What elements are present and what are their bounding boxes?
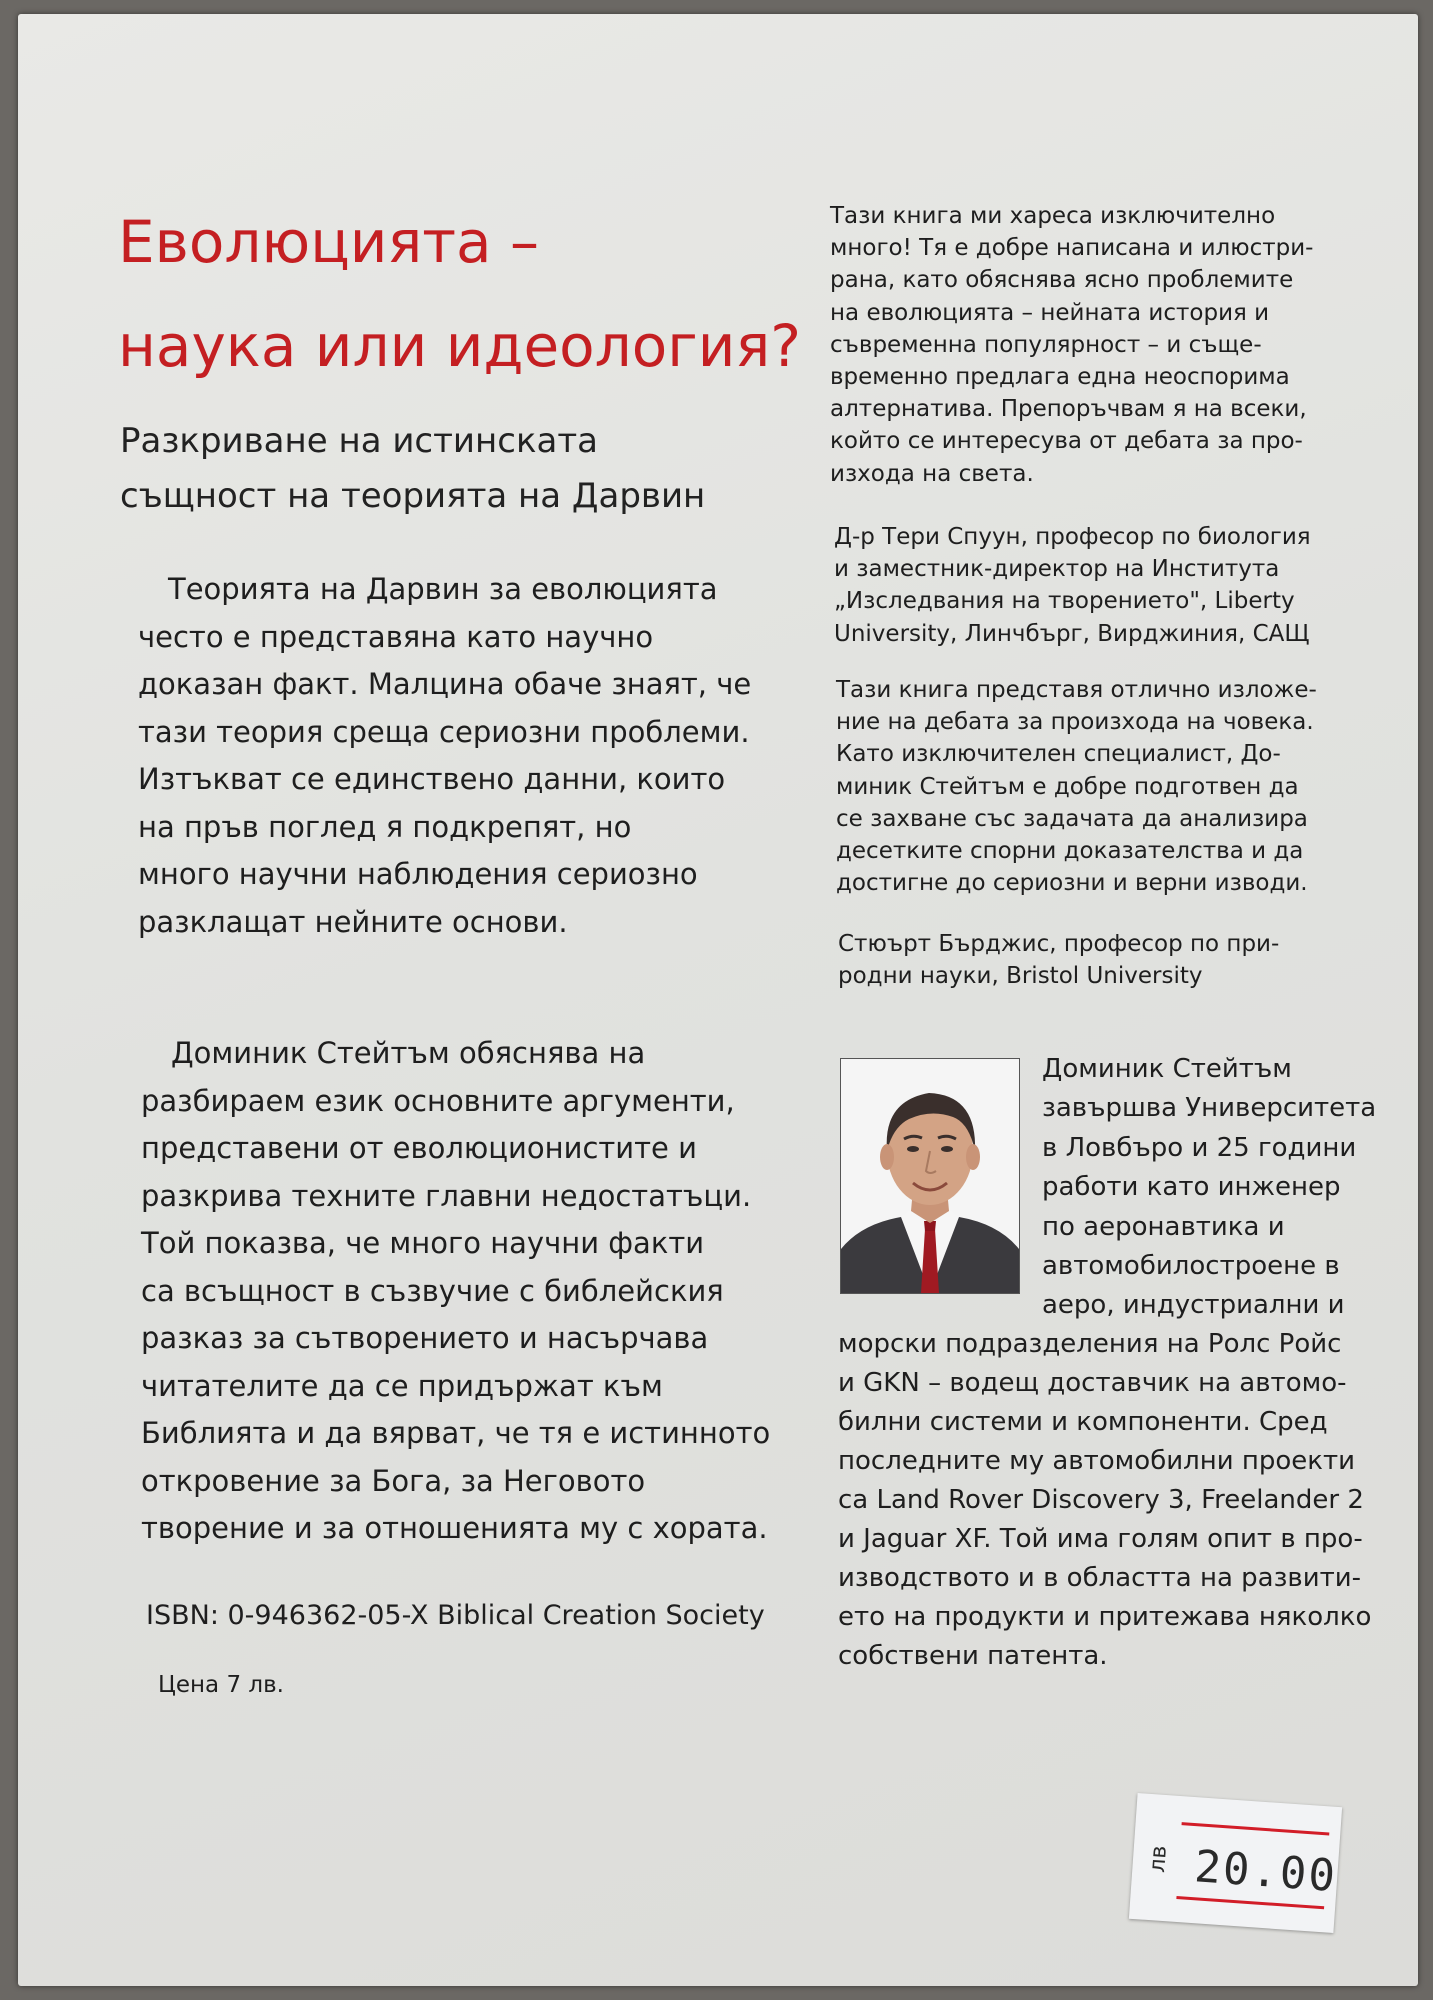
isbn-line: ISBN: 0-946362-05-X Biblical Creation Society (146, 1600, 765, 1631)
text-line: ето на продукти и притежава няколко (838, 1602, 1372, 1632)
text-line: ние на дебата за произхода на човека. (836, 709, 1314, 736)
book-subtitle-line-1: Разкриване на истинската (120, 421, 598, 461)
text-line: Тази книга представя отлично изложе- (836, 677, 1317, 703)
text-line: представени от еволюционистите и (141, 1131, 697, 1165)
text-line: читателите да се придържат към (141, 1368, 663, 1403)
text-line: и заместник-директор на Института (834, 556, 1280, 583)
book-title (118, 190, 838, 398)
book-subtitle (120, 414, 840, 524)
text-line: много научни наблюдения сериозно (138, 857, 698, 891)
text-line: на еволюцията – нейната история и (830, 299, 1270, 326)
text-line: на пръв поглед я подкрепят, но (138, 809, 632, 844)
text-line: разклащат нейните основи. (138, 904, 568, 939)
review-1-quote (830, 200, 1313, 490)
text-line: Той показва, че много научни факти (141, 1226, 705, 1260)
book-subtitle-line-2: същност на теорията на Дарвин (120, 476, 706, 516)
text-line: творение и за отношенията му с хората. (141, 1511, 768, 1545)
text-line: и Jaguar XF. Той има голям опит в про- (838, 1524, 1363, 1554)
text-line: Доминик Стейтъм (1042, 1054, 1292, 1084)
author-bio-side (1042, 1050, 1376, 1326)
text-line: са Land Rover Discovery 3, Freelander 2 (838, 1485, 1364, 1515)
text-line: Като изключителен специалист, До- (836, 741, 1281, 768)
text-line: аеро, индустриални и (1042, 1290, 1345, 1321)
text-line: морски подразделения на Ролс Ройс (838, 1329, 1342, 1359)
text-line: последните му автомобилни проекти (838, 1446, 1356, 1476)
text-line: Д-р Тери Спуун, професор по биология (834, 524, 1311, 550)
sticker-top-line (1182, 1822, 1330, 1835)
text-line: тази теория среща сериозни проблеми. (138, 714, 750, 749)
text-line: който се интересува от дебата за про- (830, 428, 1303, 455)
text-line: Тази книга ми хареса изключително (830, 203, 1276, 229)
text-line: откровение за Бога, за Неговото (141, 1463, 646, 1498)
text-line: рана, като обяснява ясно проблемите (830, 267, 1294, 294)
text-line: работи като инженер (1042, 1172, 1341, 1203)
book-title-line-1: Еволюцията – (118, 208, 540, 276)
text-line: съвременна популярност – и съще- (830, 331, 1262, 358)
author-portrait-icon (841, 1059, 1019, 1293)
author-bio-full (838, 1325, 1371, 1676)
review-2-author (838, 928, 1279, 992)
intro-paragraph (138, 566, 751, 946)
text-line: Доминик Стейтъм обяснява на (171, 1036, 646, 1070)
book-back-cover (18, 14, 1418, 1986)
text-line: временно предлага една неоспорима (830, 364, 1290, 391)
author-photo (840, 1058, 1020, 1294)
printed-price: Цена 7 лв. (158, 1672, 284, 1698)
text-line: се захване със задачата да анализира (836, 805, 1308, 832)
text-line: University, Линчбърг, Вирджиния, САЩ (834, 620, 1310, 647)
text-line: Изтъкват се единствено данни, които (138, 762, 726, 796)
text-line: собствени патента. (838, 1641, 1108, 1671)
price-sticker (1129, 1793, 1342, 1933)
text-line: разкрива техните главни недостатъци. (141, 1178, 752, 1213)
text-line: по аеронавтика и (1042, 1211, 1285, 1242)
review-2-quote (836, 674, 1317, 899)
text-line: в Ловбъро и 25 години (1042, 1132, 1357, 1163)
text-line: и GKN – водещ доставчик на автомо- (838, 1368, 1347, 1398)
text-line: разказ за сътворението и насърчава (141, 1321, 709, 1355)
about-paragraph (141, 1030, 770, 1553)
book-title-line-2: наука или идеология? (118, 312, 802, 380)
review-1-author (834, 521, 1311, 650)
text-line: Стюърт Бърджис, професор по при- (838, 931, 1280, 957)
text-line: десетките спорни доказателства и да (836, 838, 1304, 865)
text-line: често е представяна като научно (138, 619, 654, 654)
text-line: достигне до сериозни и верни изводи. (836, 870, 1308, 897)
text-line: много! Тя е добре написана и илюстри- (830, 235, 1314, 262)
text-line: миник Стейтъм е добре подготвен да (836, 773, 1299, 800)
text-line: са всъщност в съзвучие с библейския (141, 1273, 724, 1308)
text-line: родни науки, Bristol University (838, 963, 1203, 990)
text-line: билни системи и компоненти. Сред (838, 1407, 1328, 1437)
text-line: завършва Университета (1042, 1093, 1377, 1124)
text-line: автомобилостроене в (1042, 1251, 1340, 1282)
text-line: Теорията на Дарвин за еволюцията (168, 572, 718, 606)
text-line: доказан факт. Малцина обаче знаят, че (138, 667, 752, 701)
text-line: Библията и да вярват, че тя е истинното (141, 1416, 771, 1450)
text-line: „Изследвания на творението", Liberty (834, 588, 1295, 615)
text-line: алтернатива. Препоръчвам я на всеки, (830, 396, 1307, 423)
sticker-currency: лв (1145, 1844, 1173, 1874)
text-line: изводството и в областта на развити- (838, 1563, 1362, 1593)
text-line: изхода на света. (830, 460, 1034, 487)
sticker-price-value: 20.00 (1192, 1841, 1339, 1903)
text-line: разбираем език основните аргументи, (141, 1083, 735, 1118)
